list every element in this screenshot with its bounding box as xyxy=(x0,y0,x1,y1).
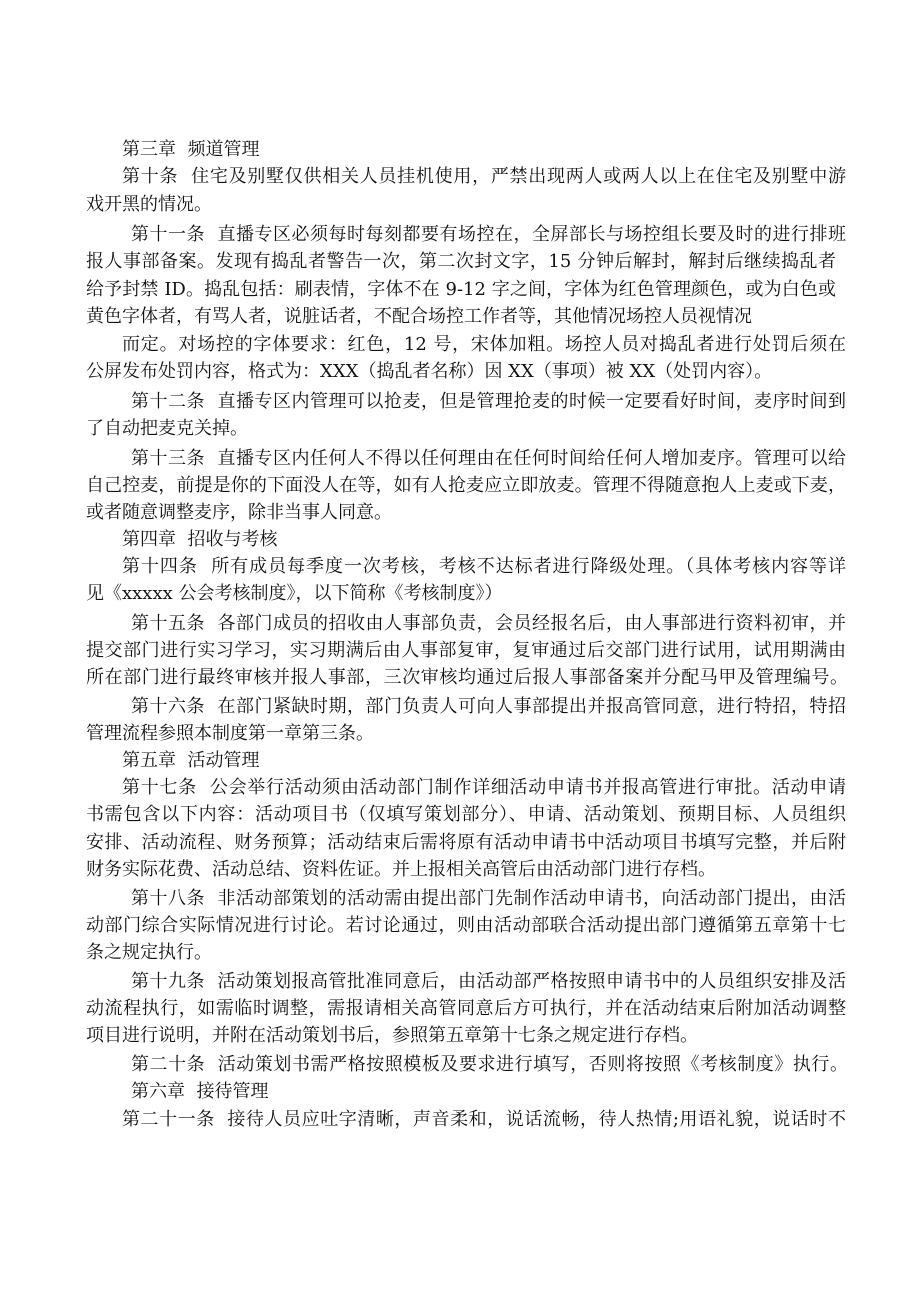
article-line: 书需包含以下内容：活动项目书（仅填写策划部分）、申请、活动策划、预期目标、人员组织 xyxy=(86,804,846,825)
article-line: 第十九条 活动策划报高管批准同意后，由活动部严格按照申请书中的人员组织安排及活 xyxy=(131,971,846,992)
chapter-title: 第三章 频道管理 xyxy=(122,139,260,160)
article-line: 了自动把麦克关掉。 xyxy=(86,418,248,439)
article-line: 黄色字体者，有骂人者，说脏话者，不配合场控工作者等，其他情况场控人员视情况 xyxy=(86,306,752,327)
article-line: 所在部门进行最终审核并报人事部，三次审核均通过后报人事部备案并分配马甲及管理编号。 xyxy=(86,667,848,688)
article-line: 第十八条 非活动部策划的活动需由提出部门先制作活动申请书，向活动部门提出，由活 xyxy=(131,888,846,909)
article-line: 或者随意调整麦序，除非当事人同意。 xyxy=(86,502,392,523)
article-line: 第十条 住宅及别墅仅供相关人员挂机使用，严禁出现两人或两人以上在住宅及别墅中游 xyxy=(122,166,846,187)
article-line: 财务实际花费、活动总结、资料佐证。并上报相关高管后由活动部门进行存档。 xyxy=(86,859,716,880)
article-line: 自己控麦，前提是你的下面没人在等，如有人抢麦应立即放麦。管理不得随意抱人上麦或下麦， xyxy=(86,475,846,496)
article-line: 见《xxxxx 公会考核制度》，以下简称《考核制度》） xyxy=(86,583,503,604)
article-line: 第十六条 在部门紧缺时期，部门负责人可向人事部提出并报高管同意，进行特招，特招 xyxy=(131,696,846,717)
article-line: 条之规定执行。 xyxy=(86,942,212,963)
article-line: 而定。对场控的字体要求：红色，12 号，宋体加粗。场控人员对捣乱者进行处罚后须在 xyxy=(122,334,846,355)
chapter-title: 第四章 招收与考核 xyxy=(122,529,278,550)
chapter-title: 第五章 活动管理 xyxy=(122,750,260,771)
chapter-title: 第六章 接待管理 xyxy=(131,1081,269,1102)
article-line: 第十二条 直播专区内管理可以抢麦，但是管理抢麦的时候一定要看好时间，麦序时间到 xyxy=(131,391,846,412)
article-line: 戏开黑的情况。 xyxy=(86,194,212,215)
article-line: 第十三条 直播专区内任何人不得以任何理由在任何时间给任何人增加麦序。管理可以给 xyxy=(131,448,846,469)
article-line: 第二十一条 接待人员应吐字清晰，声音柔和，说话流畅，待人热情;用语礼貌，说话时不 xyxy=(122,1109,846,1130)
article-line: 给予封禁 ID。捣乱包括：刷表情，字体不在 9-12 字之间，字体为红色管理颜色，或为白色或 xyxy=(86,279,836,300)
article-line: 提交部门进行实习学习，实习期满后由人事部复审，复审通过后交部门进行试用，试用期满由 xyxy=(86,640,846,661)
article-line: 报人事部备案。发现有捣乱者警告一次，第二次封文字，15 分钟后解封，解封后继续捣乱者 xyxy=(86,251,836,272)
article-line: 第十一条 直播专区必须每时每刻都要有场控在，全屏部长与场控组长要及时的进行排班 xyxy=(131,224,846,245)
article-line: 第十七条 公会举行活动须由活动部门制作详细活动申请书并报高管进行审批。活动申请 xyxy=(122,777,846,798)
article-line: 第二十条 活动策划书需严格按照模板及要求进行填写，否则将按照《考核制度》执行。 xyxy=(131,1054,848,1075)
article-line: 公屏发布处罚内容，格式为：XXX（捣乱者名称）因 XX（事项）被 XX（处罚内容）。 xyxy=(86,361,773,382)
article-line: 安排、活动流程、财务预算；活动结束后需将原有活动申请书中活动项目书填写完整，并后附 xyxy=(86,832,846,853)
article-line: 项目进行说明，并附在活动策划书后，参照第五章第十七条之规定进行存档。 xyxy=(86,1025,698,1046)
article-line: 管理流程参照本制度第一章第三条。 xyxy=(86,723,374,744)
article-line: 动流程执行，如需临时调整，需报请相关高管同意后方可执行，并在活动结束后附加活动调整 xyxy=(86,998,846,1019)
article-line: 第十四条 所有成员每季度一次考核，考核不达标者进行降级处理。（具体考核内容等详 xyxy=(122,556,846,577)
article-line: 第十五条 各部门成员的招收由人事部负责，会员经报名后，由人事部进行资料初审，并 xyxy=(131,613,846,634)
article-line: 动部门综合实际情况进行讨论。若讨论通过，则由活动部联合活动提出部门遵循第五章第十七 xyxy=(86,915,846,936)
